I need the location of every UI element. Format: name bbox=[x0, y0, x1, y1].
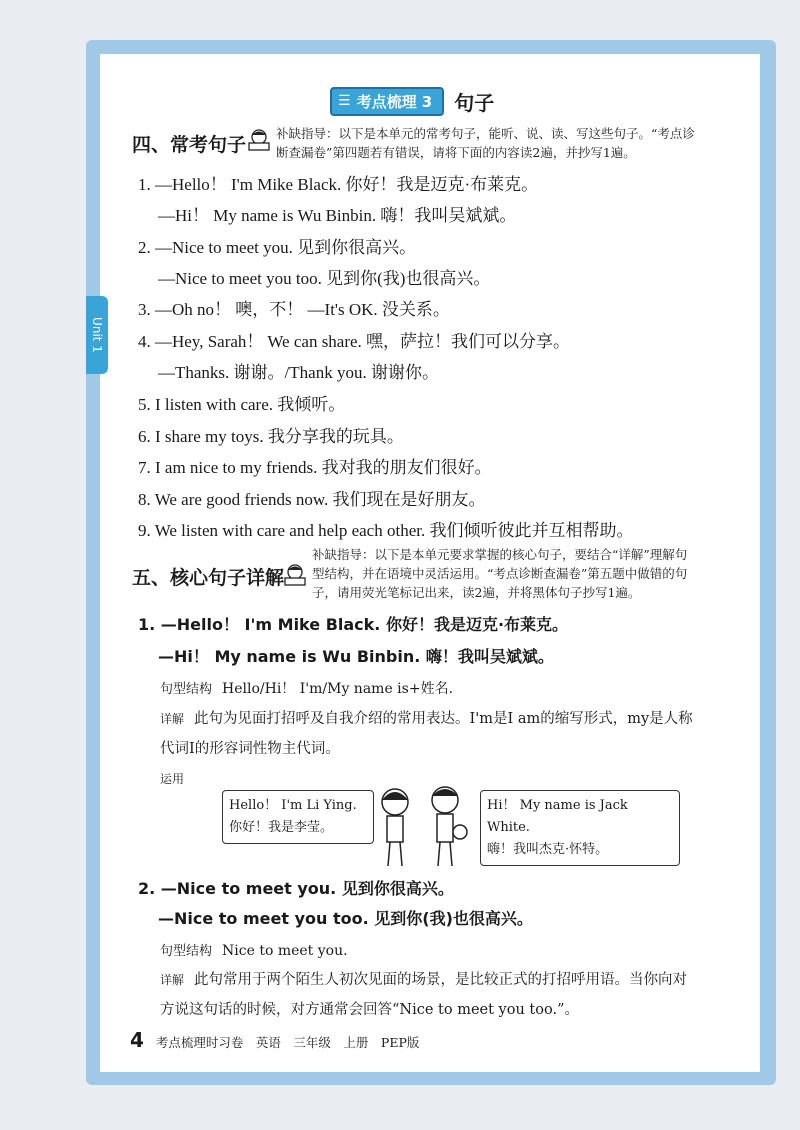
speech-bubble-right bbox=[480, 790, 680, 866]
page-title: 句子 bbox=[454, 90, 495, 115]
s5-item1-structure bbox=[160, 678, 453, 698]
page-header bbox=[330, 88, 494, 114]
s4-line-6: 6. I share my toys. 我分享我的玩具。 bbox=[138, 427, 404, 446]
bubble-left-zh: 你好！我是李莹。 bbox=[229, 820, 334, 835]
bubble-left-en: Hello！ I'm Li Ying. bbox=[229, 798, 357, 813]
detail-text: 此句为见面打招呼及自我介绍的常用表达。I'm是I am的缩写形式，my是人称代词I的形容词性物主代词。 bbox=[160, 711, 693, 757]
two-children-illustration bbox=[360, 780, 480, 870]
structure-text: Hello/Hi！ I'm/My name is+姓名. bbox=[222, 681, 454, 697]
structure-tag: 句型结构 bbox=[160, 682, 213, 697]
structure-tag: 句型结构 bbox=[160, 944, 213, 959]
section4-guide: 补缺指导：以下是本单元的常考句子，能听、说、读、写这些句子。“考点诊断查漏卷”第四题若有错误，请将下面的内容读2遍，并抄写1遍。 bbox=[276, 126, 695, 160]
unit-tab-label: Unit 1 bbox=[90, 317, 105, 353]
s4-line-9: 9. We listen with care and help each other. 我们倾听彼此并互相帮助。 bbox=[138, 521, 634, 540]
bubble-right-en: Hi！ My name is Jack White. bbox=[487, 798, 628, 835]
s4-line-7: 7. I am nice to my friends. 我对我的朋友们很好。 bbox=[138, 458, 492, 477]
s4-line-1a: 1. —Hello！ I'm Mike Black. 你好！我是迈克·布莱克。 bbox=[138, 175, 539, 194]
detail-tag: 详解 bbox=[160, 973, 185, 987]
s4-line-2a: 2. —Nice to meet you. 见到你很高兴。 bbox=[138, 238, 417, 257]
speech-bubble-left bbox=[222, 790, 374, 844]
s4-line-5: 5. I listen with care. 我倾听。 bbox=[138, 395, 346, 414]
detail-tag: 详解 bbox=[160, 712, 185, 726]
s5-item1-line1: 1. —Hello！ I'm Mike Black. 你好！我是迈克·布莱克。 bbox=[138, 615, 569, 634]
s5-item2-line1: 2. —Nice to meet you. 见到你很高兴。 bbox=[138, 879, 454, 898]
s4-line-8: 8. We are good friends now. 我们现在是好朋友。 bbox=[138, 490, 486, 509]
s4-line-3: 3. —Oh no！ 噢，不！ —It's OK. 没关系。 bbox=[138, 300, 450, 319]
page-number: 4 bbox=[130, 1028, 144, 1052]
s5-item1-line2: —Hi！ My name is Wu Binbin. 嗨！我叫吴斌斌。 bbox=[158, 647, 554, 666]
s5-item1-usage bbox=[160, 770, 194, 787]
s5-item1-detail bbox=[160, 704, 700, 764]
s4-line-1b: —Hi！ My name is Wu Binbin. 嗨！我叫吴斌斌。 bbox=[158, 206, 517, 225]
detail-text: 此句常用于两个陌生人初次见面的场景，是比较正式的打招呼用语。当你向对方说这句话的时候，对方通常会回答“Nice to meet you too.”。 bbox=[160, 972, 688, 1018]
s5-item2-line2: —Nice to meet you too. 见到你(我)也很高兴。 bbox=[158, 909, 533, 928]
s4-line-4b: —Thanks. 谢谢。/Thank you. 谢谢你。 bbox=[158, 363, 439, 382]
s4-line-4a: 4. —Hey, Sarah！ We can share. 嘿，萨拉！我们可以分享。 bbox=[138, 332, 571, 351]
unit-tab bbox=[86, 296, 108, 374]
s5-item2-structure bbox=[160, 940, 348, 959]
boy-reading-icon bbox=[246, 128, 272, 152]
boy-reading-icon bbox=[282, 563, 308, 587]
s4-line-2b: —Nice to meet you too. 见到你(我)也很高兴。 bbox=[158, 269, 491, 288]
s5-item2-detail bbox=[160, 965, 700, 1025]
section5-guide: 补缺指导：以下是本单元要求掌握的核心句子，要结合“详解”理解句型结构，并在语境中灵活运用。“考点诊断查漏卷”第五题中做错的句子，请用荧光笔标记出来，读2遍，并将黑体句子抄写1遍。 bbox=[312, 547, 688, 600]
structure-text: Nice to meet you. bbox=[222, 943, 348, 959]
footer-text: 考点梳理时习卷 英语 三年级 上册 PEP版 bbox=[155, 1035, 420, 1050]
bubble-right-zh: 嗨！我叫杰克·怀特。 bbox=[487, 842, 609, 857]
section5-title: 五、核心句子详解 bbox=[132, 567, 285, 589]
section4-title: 四、常考句子 bbox=[132, 134, 247, 156]
list-icon: ☰ bbox=[338, 93, 351, 109]
page-footer bbox=[130, 1028, 419, 1052]
header-badge bbox=[330, 87, 444, 116]
header-badge-label: 考点梳理 3 bbox=[356, 92, 433, 111]
usage-tag: 运用 bbox=[160, 772, 185, 786]
